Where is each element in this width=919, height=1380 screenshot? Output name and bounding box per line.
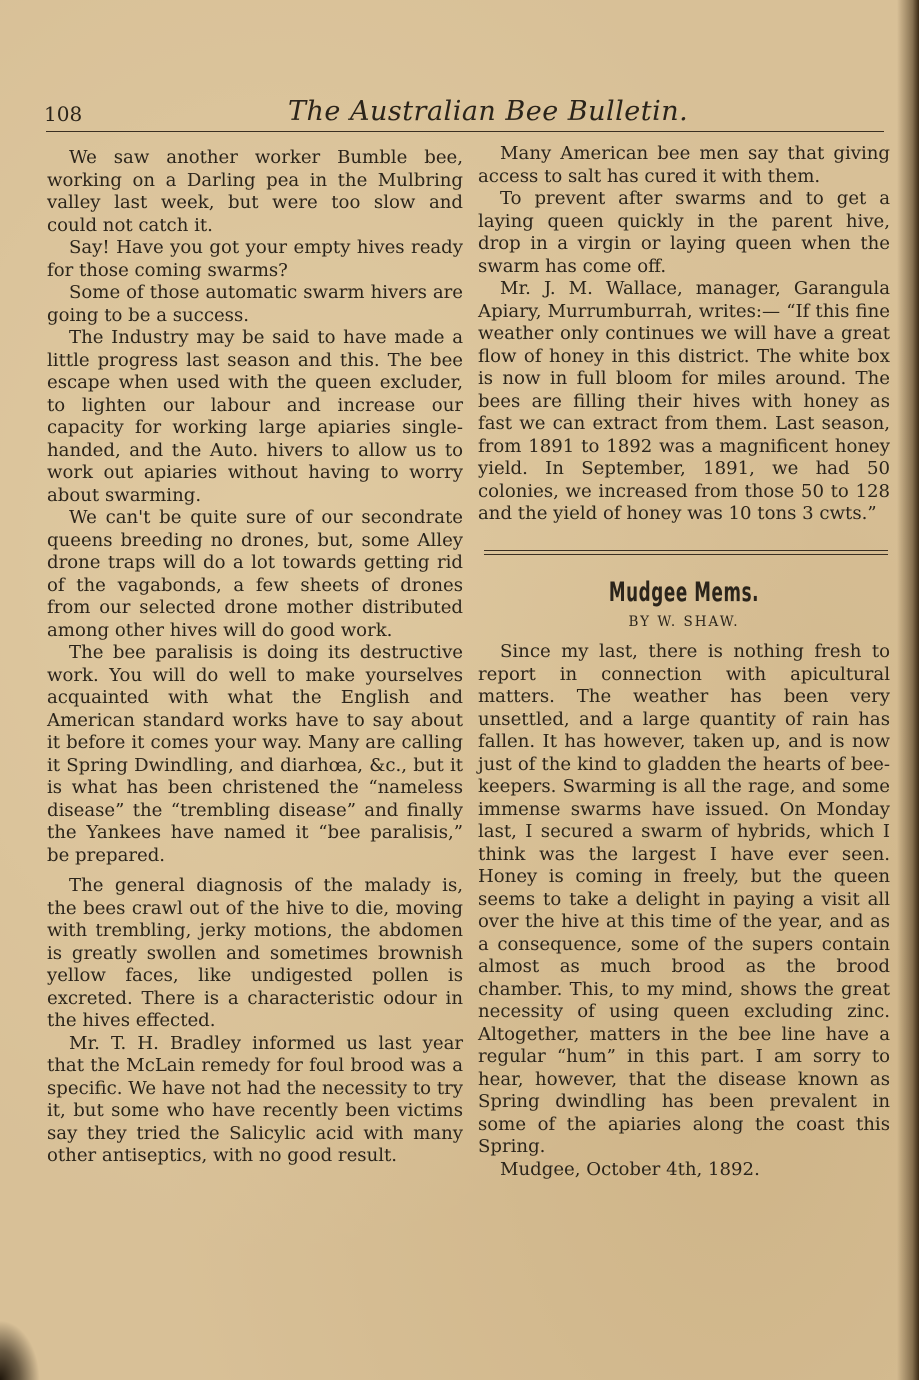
dateline: Mudgee, October 4th, 1892. [500, 1158, 760, 1180]
page-corner-shadow [0, 1320, 40, 1380]
section-divider [484, 550, 888, 555]
journal-title: The Australian Bee Bulletin. [288, 96, 689, 127]
paragraph: To prevent after swarms and to get a laying queen quickly in the parent hive, drop in a virgin or laying queen when the swarm has come off. [478, 188, 890, 277]
page-edge-shadow [897, 0, 919, 1380]
paragraph: We can't be quite sure of our secondrate queens breeding no drones, but, some Alley drone traps will do a lot towards getting rid of the vagabonds, a few sheets of drones from our selected drone mother distributed among other hives will do good work. [47, 507, 463, 641]
paragraph: Many American bee men say that giving access to salt has cured it with them. [478, 143, 890, 187]
page-number: 108 [44, 102, 83, 126]
page-header [44, 96, 884, 136]
section-title: Mudgee Mems. [608, 576, 760, 608]
paragraph: We saw another worker Bumble bee, working on a Darling pea in the Mulbring valley last week, but were too slow and could not catch it. [47, 147, 463, 236]
paragraph: Since my last, there is nothing fresh to report in connection with apicultural matters. The weather has been very unsettled, and a large quantity of rain has fallen. It has however, taken up, and is now just of the kind to gladden the hearts of bee-keepers. Swarming is all the rage, and some immense swarms have issued. On Monday last, I secured a swarm of hybrids, which I think was the largest I have ever seen. Honey is coming in freely, but the queen seems to take a delight in paying a visit all over the hive at this time of the year, and as a consequence, some of the supers contain almost as much brood as the brood chamber. This, to my mind, shows the great necessity of using queen excluding zinc. Altogether, matters in the bee line have a regular “hum” in this part. I am sorry to hear, however, that the disease known as Spring dwindling has been prevalent in some of the apiaries along the coast this Spring. [478, 641, 890, 1157]
right-column [478, 143, 890, 1181]
left-column [47, 147, 463, 1168]
paragraph: The general diagnosis of the malady is, the bees crawl out of the hive to die, moving with trembling, jerky motions, the abdomen is greatly swollen and sometimes brownish yellow faces, like undigested pollen is excreted. There is a characteristic odour in the hives effected. [47, 875, 463, 1031]
paragraph: Some of those automatic swarm hivers are going to be a success. [47, 282, 463, 326]
paragraph: The Industry may be said to have made a little progress last season and this. The bee escape when used with the queen excluder, to lighten our labour and increase our capacity for working large apiaries single-handed, and the Auto. hivers to allow us to work out apiaries without having to worry about swarming. [47, 327, 463, 506]
byline: BY W. SHAW. [628, 613, 740, 630]
header-rule [46, 131, 884, 132]
paragraph: Mr. J. M. Wallace, manager, Garangula Apiary, Murrumburrah, writes:— “If this fine weather only continues we will have a great flow of honey in this district. The white box is now in full bloom for miles around. The bees are filling their hives with honey as fast we can extract from them. Last season, from 1891 to 1892 was a magnificent honey yield. In September, 1891, we had 50 colonies, we increased from those 50 to 128 and the yield of honey was 10 tons 3 cwts.” [478, 278, 890, 524]
paragraph: The bee paralisis is doing its destructive work. You will do well to make yourselves acquainted with what the English and American standard works have to say about it before it comes your way. Many are calling it Spring Dwindling, and diarhœa, &c., but it is what has been christened the “nameless disease” the “trembling disease” and finally the Yankees have named it “bee paralisis,” be prepared. [47, 642, 463, 866]
paragraph: Mr. T. H. Bradley informed us last year that the McLain remedy for foul brood was a specific. We have not had the necessity to try it, but some who have recently been victims say they tried the Salicylic acid with many other antiseptics, with no good result. [47, 1032, 463, 1166]
paragraph: Say! Have you got your empty hives ready for those coming swarms? [47, 237, 463, 281]
